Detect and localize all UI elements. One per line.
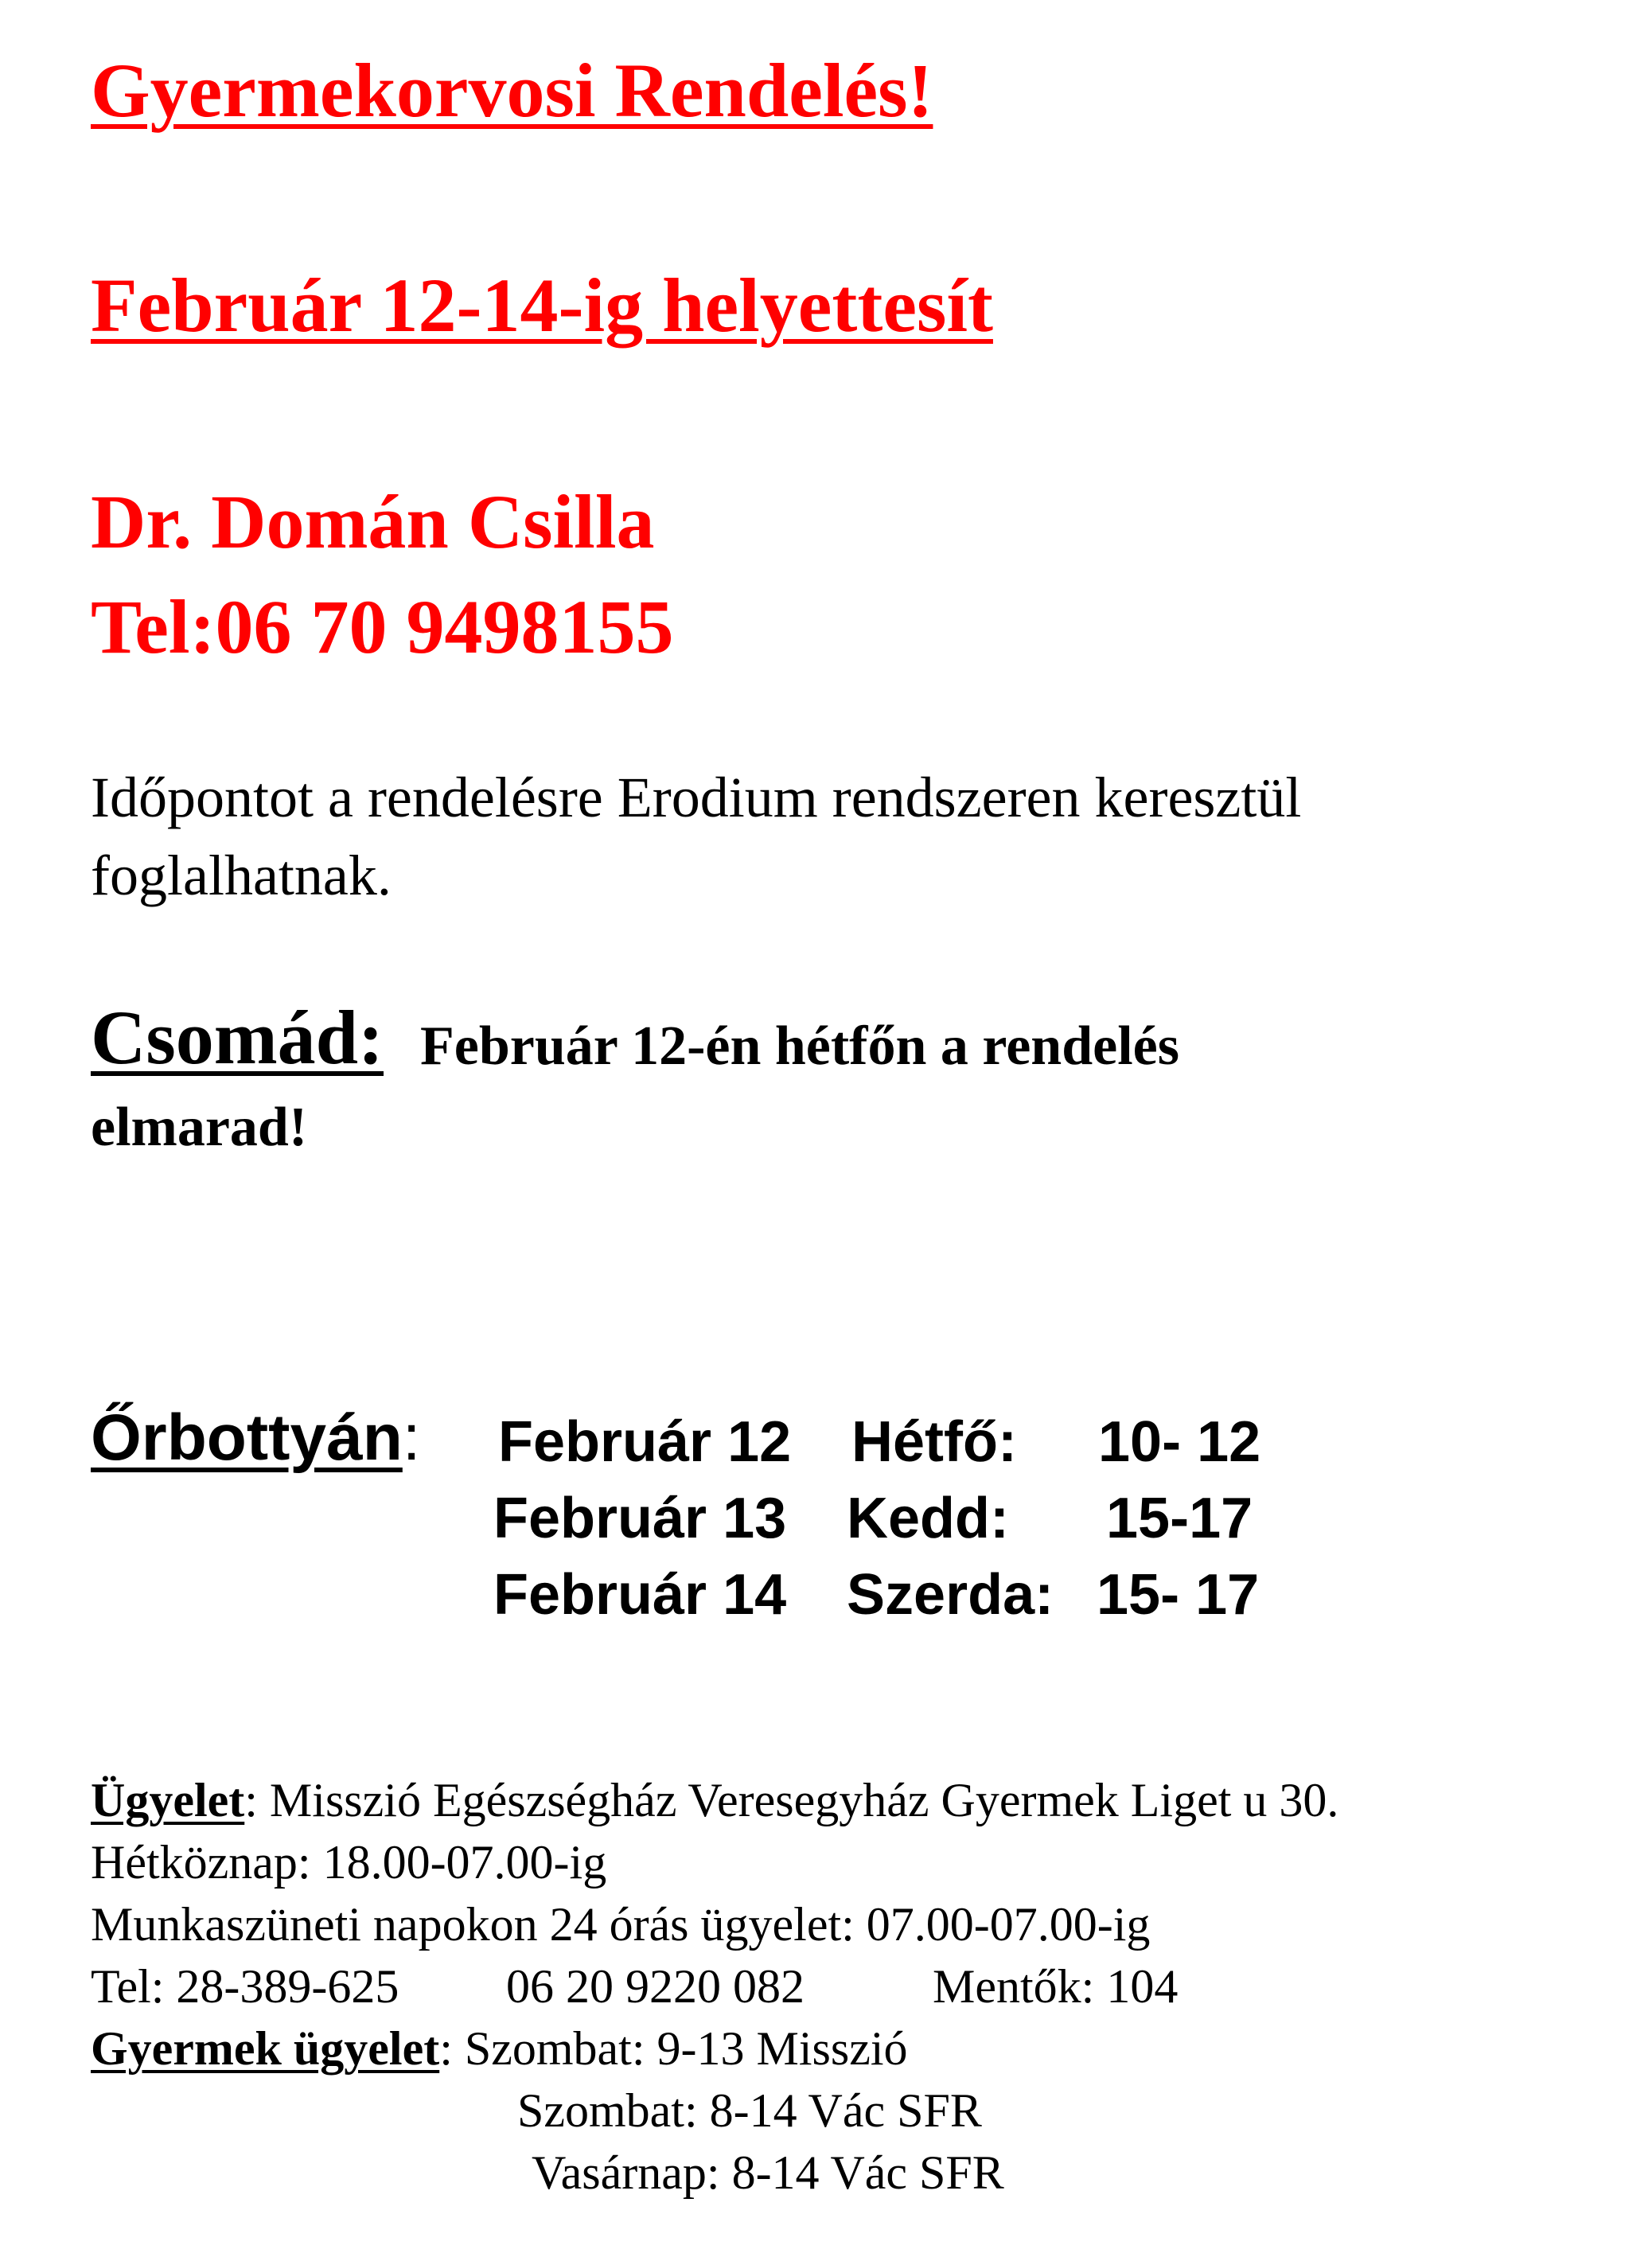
doctor-phone: Tel:06 70 9498155 <box>91 584 674 669</box>
ugyelet-phone: Tel: 28-389-625 <box>91 1960 399 2013</box>
booking-line-1: Időpontot a rendelésre Erodium rendszeren keresztül <box>91 766 1302 829</box>
schedule-row-date: Február 14 <box>493 1563 787 1627</box>
weekday-hours: Hétköznap: 18.00-07.00-ig <box>91 1836 607 1889</box>
child-ugyelet-label: Gyermek ügyelet <box>91 2022 440 2075</box>
orbottyan-heading <box>91 1401 421 1474</box>
csomad-text-line-2: elmarad! <box>91 1097 308 1158</box>
csomad-text-line-1: Február 12-én hétfőn a rendelés <box>420 1015 1179 1077</box>
ugyelet-label: Ügyelet <box>91 1774 245 1826</box>
child-ugyelet-row: Vasárnap: 8-14 Vác SFR <box>532 2146 1004 2199</box>
schedule-row-hours: 15- 17 <box>1097 1563 1260 1627</box>
schedule-row-day: Hétfő: <box>851 1410 1017 1474</box>
doctor-name: Dr. Domán Csilla <box>91 479 655 564</box>
holiday-hours: Munkaszüneti napokon 24 órás ügyelet: 07.00-07.00-ig <box>91 1898 1151 1951</box>
schedule-row-day: Kedd: <box>847 1487 1009 1550</box>
csomad-label: Csomád: <box>91 995 384 1080</box>
child-ugyelet-row: Szombat: 8-14 Vác SFR <box>517 2084 982 2137</box>
ugyelet-address: : Misszió Egészségház Veresegyház Gyermek Liget u 30. <box>244 1774 1339 1826</box>
page-title: Gyermekorvosi Rendelés! <box>91 48 933 133</box>
schedule-row-day: Szerda: <box>847 1563 1054 1627</box>
child-ugyelet-row: : Szombat: 9-13 Misszió <box>439 2022 908 2075</box>
orbottyan-colon: : <box>402 1401 421 1474</box>
schedule-row-date: Február 13 <box>493 1487 787 1550</box>
schedule-row-hours: 15-17 <box>1106 1487 1253 1550</box>
ugyelet-mobile: 06 20 9220 082 <box>506 1960 805 2013</box>
orbottyan-label: Őrbottyán <box>91 1401 403 1474</box>
substitution-heading: Február 12-14-ig helyettesít <box>91 263 993 348</box>
schedule-row-hours: 10- 12 <box>1098 1410 1261 1474</box>
ugyelet-line <box>91 1776 1338 1824</box>
child-ugyelet-line <box>91 2022 908 2075</box>
schedule-row-date: Február 12 <box>498 1410 792 1474</box>
ambulance-number: Mentők: 104 <box>933 1960 1179 2013</box>
booking-line-2: foglalhatnak. <box>91 844 392 907</box>
